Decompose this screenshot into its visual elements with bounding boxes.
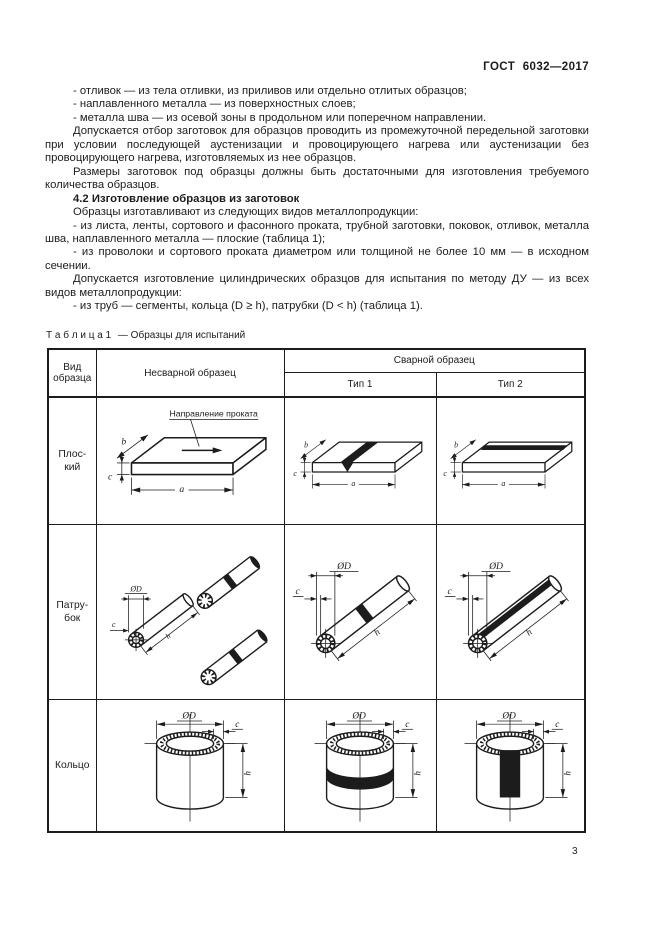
drawing-flat-type1: [284, 397, 436, 524]
pipe-unwelded-figure: [97, 532, 283, 692]
drawing-ring-type1: [284, 699, 436, 832]
dim-label-c: c: [108, 471, 113, 483]
dim-label-c: c: [295, 586, 300, 598]
dim-label-c: c: [111, 619, 116, 629]
dim-label-a: a: [179, 483, 185, 495]
drawing-flat-unwelded: [96, 397, 284, 524]
specimens-table: [47, 348, 586, 833]
paragraph-cylindrical: Допускается изготовление цилиндрических образцов для испытания по методу ДУ — из всех видов металлопродукции:: [45, 273, 589, 299]
dim-label-b: b: [454, 440, 459, 450]
paragraph-products: Образцы изготавливают из следующих видов металлопродукции:: [73, 206, 419, 219]
dim-label-c: c: [293, 468, 297, 478]
header-cell-welded: Сварной образец: [284, 349, 585, 372]
doc-code: ГОСТ 6032—2017: [483, 61, 589, 73]
pipe-type1-figure: [285, 539, 435, 684]
header-cell-unwelded: Несварной образец: [96, 349, 284, 397]
paragraph-blank-sizes: Размеры заготовок под образцы должны быть достаточными для изготовления требуемого количества образцов.: [45, 165, 589, 192]
dim-label-diameter: ØD: [337, 560, 352, 572]
rolling-direction-label: Направление проката: [169, 408, 258, 419]
drawing-pipe-type2: [436, 524, 585, 699]
drawing-ring-type2: [436, 699, 585, 832]
dim-label-c: c: [443, 468, 448, 478]
pipe-type2-figure: [437, 539, 587, 684]
header-cell-type2: Тип 2: [436, 372, 585, 397]
table-row-pipe-stub: [48, 524, 585, 699]
dim-label-b: b: [304, 440, 309, 450]
dim-label-a: a: [501, 478, 506, 488]
dim-label-c: c: [405, 720, 410, 731]
dim-label-diameter: ØD: [352, 711, 366, 722]
flat-plate-type1-figure: [287, 413, 433, 509]
dim-label-diameter: ØD: [502, 711, 517, 722]
drawing-flat-type2: [436, 397, 585, 524]
dim-label-h: h: [243, 771, 254, 776]
table-caption-text: — Образцы для испытаний: [117, 330, 246, 341]
row-label-ring: Кольцо: [48, 699, 96, 832]
ring-type2-figure: [440, 701, 580, 829]
body-text: [45, 85, 589, 314]
dim-label-h: h: [413, 771, 424, 776]
paragraph-castings: - отливок — из тела отливки, из приливов или отдельно отлитых образцов;: [73, 85, 467, 97]
section-heading: 4.2 Изготовление образцов из заготовок: [73, 192, 300, 205]
paragraph-sampling: Допускается отбор заготовок для образцов проводить из промежуточной передельной заготовки при условии последующей аустенизации и провоцирующего нагрева или аустенизации без провоцирующего нагрева, изготовляемых из нее образцов.: [45, 125, 589, 165]
dim-label-b: b: [121, 436, 127, 448]
header-cell-kind: Вид образца: [48, 349, 96, 397]
paragraph-sheet: - из листа, ленты, сортового и фасонного проката, трубной заготовки, поковок, отливок, металла шва, наплавленного металла — плоские (таблица 1);: [45, 219, 589, 245]
drawing-ring-unwelded: [96, 699, 284, 832]
flat-plate-type2-figure: [437, 413, 583, 509]
table-row-flat: [48, 397, 585, 524]
dim-label-diameter: ØD: [182, 711, 196, 722]
dim-label-c: c: [447, 586, 452, 598]
drawing-pipe-type1: [284, 524, 436, 699]
page-number: 3: [572, 846, 578, 857]
dim-label-diameter: ØD: [130, 584, 142, 594]
table-caption: [46, 330, 245, 341]
ring-type1-figure: [290, 701, 430, 829]
dim-label-c: c: [555, 720, 560, 731]
table-row-ring: [48, 699, 585, 832]
dim-label-h: h: [523, 626, 535, 639]
paragraph-pipes: - из труб — сегменты, кольца (D ≥ h), патрубки (D < h) (таблица 1).: [73, 300, 423, 313]
row-label-flat: Плос- кий: [48, 397, 96, 524]
header-cell-type1: Тип 1: [284, 372, 436, 397]
drawing-pipe-unwelded: [96, 524, 284, 699]
dim-label-a: a: [351, 478, 356, 488]
paragraph-deposited-metal: - наплавленного металла — из поверхностных слоев;: [73, 98, 356, 111]
dim-label-h: h: [163, 630, 173, 641]
ring-unwelded-figure: [120, 701, 260, 829]
paragraph-wire: - из проволоки и сортового проката диаметром или толщиной не более 10 мм — в исходном сечении.: [45, 246, 589, 272]
paragraph-weld-metal: - металла шва — из осевой зоны в продольном или поперечном направлении.: [73, 111, 487, 124]
row-label-pipe-stub: Патру- бок: [48, 524, 96, 699]
dim-label-c: c: [235, 720, 240, 731]
flat-plate-unwelded-figure: [100, 402, 280, 520]
dim-label-h: h: [372, 626, 383, 639]
table-caption-label: Т а б л и ц а 1: [46, 330, 112, 341]
dim-label-h: h: [563, 771, 574, 776]
dim-label-diameter: ØD: [488, 560, 503, 572]
